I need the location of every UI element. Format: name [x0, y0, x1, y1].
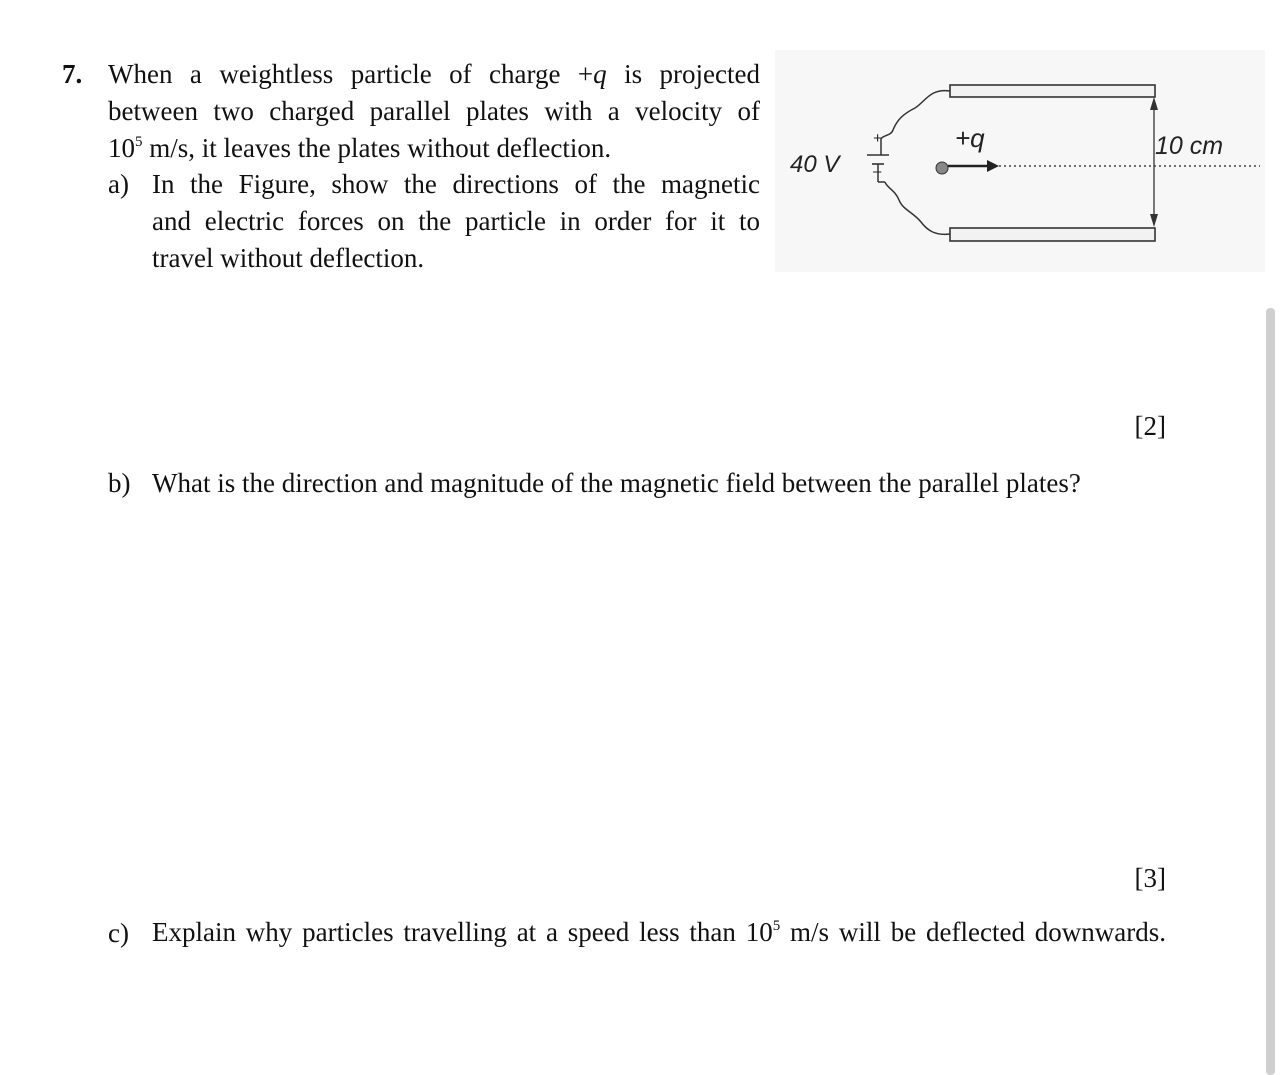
part-b-marks: [3]: [1134, 863, 1166, 893]
part-a-line-1: In the Figure, show the directions of the magnetic: [152, 169, 760, 199]
part-a-text: [152, 166, 760, 277]
velocity-arrow-head: [987, 160, 999, 172]
vertical-scrollbar[interactable]: [1266, 308, 1275, 1075]
charge-symbol: q: [593, 59, 607, 89]
part-b-label: b): [108, 468, 131, 498]
top-plate: [950, 85, 1155, 97]
separation-arrow-down: [1150, 214, 1158, 227]
bottom-plate: [950, 228, 1155, 241]
part-c-label: c): [108, 918, 129, 948]
part-a-marks: [2]: [1134, 411, 1166, 441]
part-b-text: What is the direction and magnitude of the magnetic field between the parallel plates?: [152, 468, 1081, 498]
battery-plus-sign: +: [873, 130, 882, 147]
charge-label: +q: [955, 123, 985, 153]
part-c-exponent: 5: [772, 918, 781, 934]
separation-label: 10 cm: [1155, 132, 1224, 160]
velocity-exponent: 5: [135, 134, 143, 150]
battery-minus-sign: –: [873, 163, 882, 180]
stem-line-1-end: is projected: [606, 59, 760, 89]
question-stem: [108, 56, 760, 172]
question-number: 7.: [62, 59, 83, 89]
top-wire: [881, 91, 950, 139]
part-a-line-3: travel without deflection.: [152, 243, 425, 273]
velocity-units: m/s,: [142, 133, 196, 163]
stem-line-1: [108, 56, 760, 93]
velocity-base: 10: [108, 133, 135, 163]
part-a-line-2: and electric forces on the particle in order for it to: [152, 206, 760, 236]
part-a-label: a): [108, 169, 129, 199]
part-c-text: [152, 915, 1166, 954]
part-c-line-1: [152, 915, 1166, 954]
stem-line-2: between two charged parallel plates with a velocity of: [108, 96, 760, 126]
part-c-text-before: Explain why particles travelling at a speed less than 10: [152, 917, 773, 947]
bottom-wire: [885, 182, 950, 234]
particle: [936, 162, 948, 174]
stem-line-1-text: When a weightless particle of charge +: [108, 59, 594, 89]
figure-svg: [775, 50, 1265, 272]
separation-arrow-up: [1150, 97, 1158, 110]
part-c-text-after: m/s will be deflected downwards.: [780, 917, 1167, 947]
stem-line-3-text: it leaves the plates without deflection.: [201, 133, 612, 163]
voltage-label: 40 V: [790, 151, 840, 178]
parallel-plates-figure: [775, 50, 1265, 272]
